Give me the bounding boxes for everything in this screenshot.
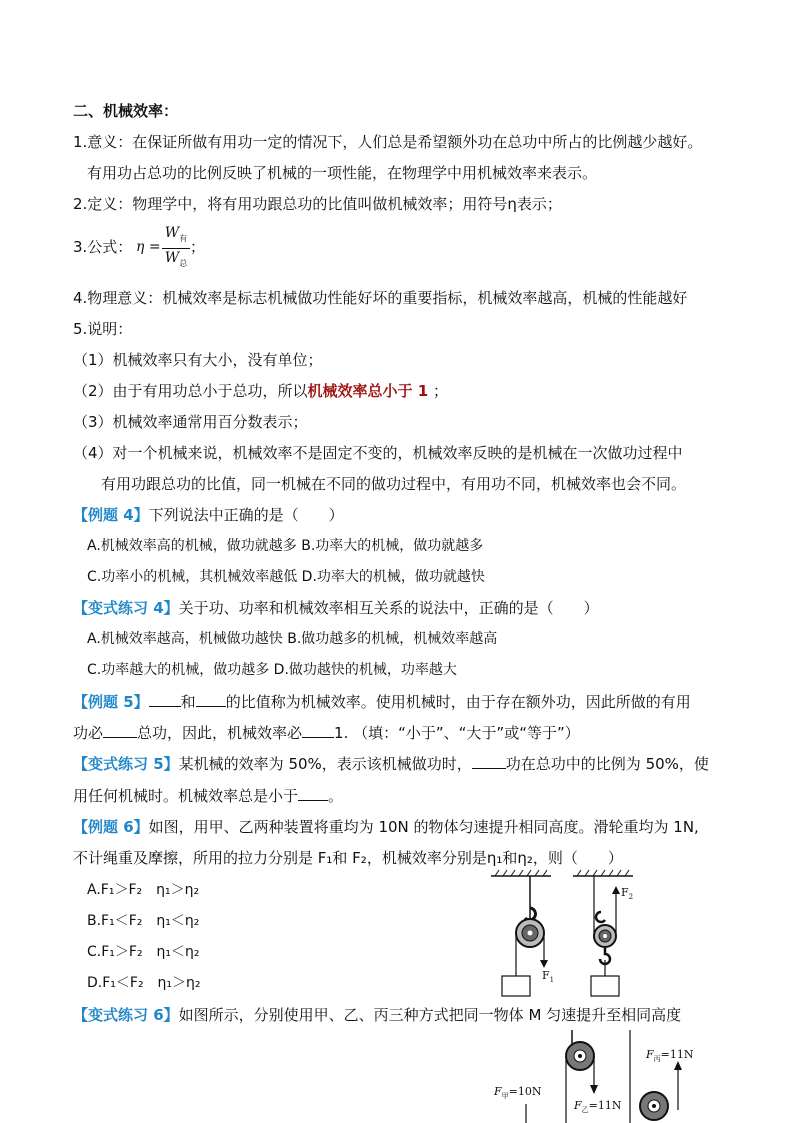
note-2-highlight: 机械效率总小于 1 [307, 382, 429, 400]
practice-5-tag: 【变式练习 5】 [73, 755, 179, 773]
formula-fraction [162, 224, 190, 273]
section-title: 二、机械效率： [73, 102, 179, 120]
practice-5-line-2: 用任何机械时。机械效率总是小于 。 [73, 787, 344, 805]
example-6-pulley-figure [485, 868, 675, 1000]
blank [103, 723, 137, 738]
example-6-option-b: B.F₁＜F₂ η₁＜η₂ [87, 913, 200, 929]
blank [196, 692, 226, 707]
example-5-tag: 【例题 5】 [73, 693, 149, 711]
example-4-question: 【例题 4】下列说法中正确的是（ ） [73, 506, 344, 524]
example-6-option-d: D.F₁＜F₂ η₁＞η₂ [87, 975, 201, 991]
item-1-meaning-cont: 有用功占总功的比例反映了机械的一项性能，在物理学中用机械效率来表示。 [87, 164, 598, 182]
practice-4-tag: 【变式练习 4】 [73, 599, 179, 617]
example-6-option-a: A.F₁＞F₂ η₁＞η₂ [87, 882, 200, 898]
practice-4-question: 【变式练习 4】关于功、功率和机械效率相互关系的说法中，正确的是（ ） [73, 599, 599, 617]
item-3-formula-label: 3.公式： [73, 238, 133, 256]
example-6-tag: 【例题 6】 [73, 818, 149, 836]
blank [472, 754, 506, 769]
practice-5-line-1: 【变式练习 5】某机械的效率为 50%，表示该机械做功时， 功在总功中的比例为 50%，使 [73, 755, 709, 773]
example-6-line-2: 不计绳重及摩擦，所用的拉力分别是 F₁和 F₂，机械效率分别是η₁和η₂，则（ ） [73, 849, 623, 867]
note-4: （4）对一个机械来说，机械效率不是固定不变的，机械效率反映的是机械在一次做功过程中 [73, 444, 683, 462]
practice-6-tag: 【变式练习 6】 [73, 1006, 179, 1024]
blank [149, 692, 181, 707]
formula-end: ； [190, 238, 206, 256]
example-4-options-cd: C.功率小的机械，其机械效率越低 D.功率大的机械，做功就越快 [87, 569, 485, 585]
blank [298, 786, 328, 801]
example-5-line-1: 【例题 5】 和 的比值称为机械效率。使用机械时，由于存在额外功，因此所做的有用 [73, 693, 691, 711]
label-f-jia: $F_甲=10N$ [494, 1085, 542, 1100]
example-5-line-2: 功必 总功，因此，机械效率必 1. （填：“小于”、“大于”或“等于”） [73, 724, 580, 742]
note-1: （1）机械效率只有大小，没有单位； [73, 351, 323, 369]
practice-4-options-ab: A.机械效率越高，机械做功越快 B.做功越多的机械，机械效率越高 [87, 631, 498, 647]
blank [302, 723, 334, 738]
practice-4-options-cd: C.功率越大的机械，做功越多 D.做功越快的机械，功率越大 [87, 662, 457, 678]
note-3: （3）机械效率通常用百分数表示； [73, 413, 308, 431]
practice-6-pulley-figure [490, 1030, 710, 1123]
example-6-option-c: C.F₁＞F₂ η₁＜η₂ [87, 944, 200, 960]
label-f2: $F_2$ [621, 886, 634, 901]
example-4-tag: 【例题 4】 [73, 506, 149, 524]
item-2-definition: 2.定义：物理学中，将有用功跟总功的比值叫做机械效率；用符号η表示； [73, 195, 562, 213]
example-4-options-ab: A.机械效率高的机械，做功就越多 B.功率大的机械，做功就越多 [87, 538, 484, 554]
formula-eta: η = [136, 239, 161, 255]
formula-denominator: $W_总$ [164, 249, 188, 268]
note-2: （2）由于有用功总小于总功，所以机械效率总小于 1 ； [73, 382, 448, 400]
item-4-significance: 4.物理意义：机械效率是标志机械做功性能好坏的重要指标，机械效率越高，机械的性能越好 [73, 289, 688, 307]
example-6-line-1: 【例题 6】如图，用甲、乙两种装置将重均为 10N 的物体匀速提升相同高度。滑轮重均为 1N, [73, 818, 699, 836]
label-f-yi: $F_乙=11N$ [574, 1099, 622, 1114]
item-5-notes: 5.说明： [73, 320, 133, 338]
label-f1: $F_1$ [542, 969, 555, 984]
label-f-bing: $F_丙=11N$ [646, 1048, 694, 1063]
item-1-meaning: 1.意义：在保证所做有用功一定的情况下，人们总是希望额外功在总功中所占的比例越少越好。 [73, 133, 703, 151]
practice-6-line-1: 【变式练习 6】如图所示，分别使用甲、乙、丙三种方式把同一物体 M 匀速提升至相同高度 [73, 1006, 682, 1024]
note-4-cont: 有用功跟总功的比值，同一机械在不同的做功过程中，有用功不同，机械效率也会不同。 [101, 475, 687, 493]
formula-numerator: $W_有$ [162, 224, 190, 249]
